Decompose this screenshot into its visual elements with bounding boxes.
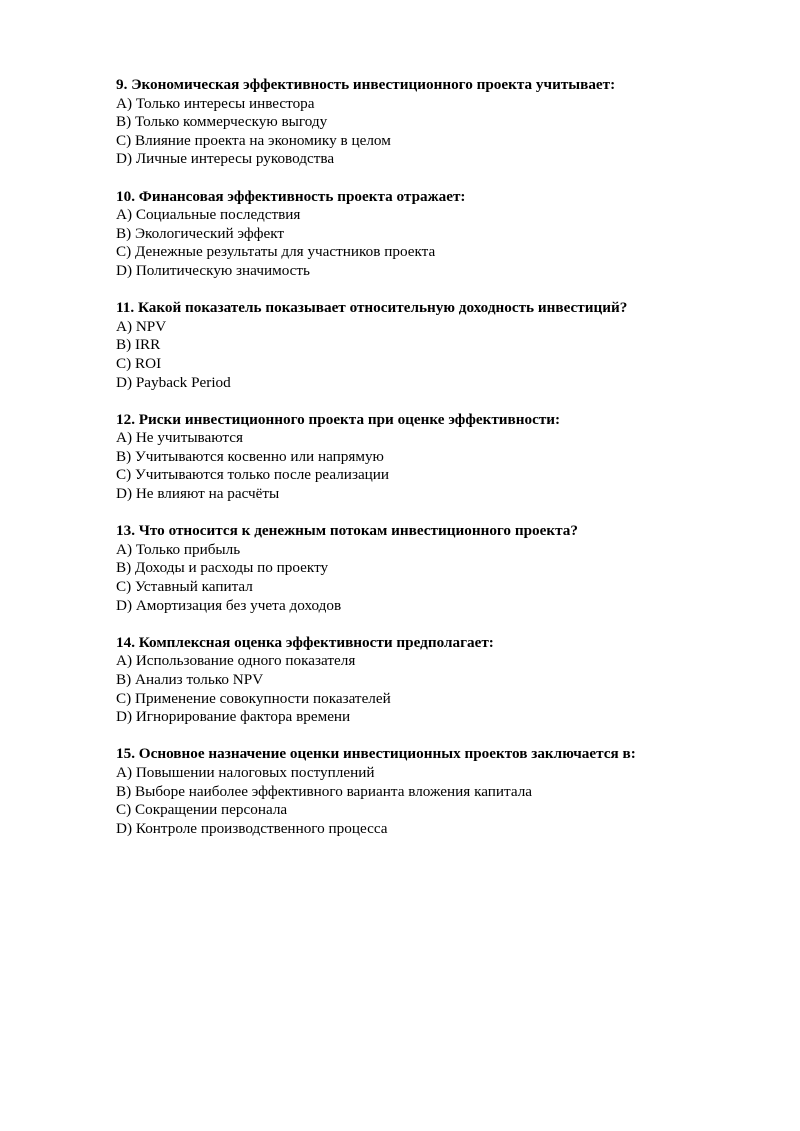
answer-option-b: B) Учитываются косвенно или напрямую [116,447,384,465]
answer-option-b: B) Выборе наиболее эффективного варианта вложения капитала [116,782,533,800]
answer-option-d: D) Не влияют на расчёты [116,485,280,503]
answer-option-a: A) Не учитываются [116,429,243,447]
answer-option-c: C) Уставный капитал [116,578,253,596]
question-title: 11. Какой показатель показывает относительную доходность инвестиций? [116,299,628,317]
question-title: 13. Что относится к денежным потокам инвестиционного проекта? [116,522,578,540]
question-11 [116,299,756,392]
answer-option-d: D) Личные интересы руководства [116,150,335,168]
answer-option-b: B) IRR [116,336,161,354]
question-9 [116,76,756,169]
answer-option-d: D) Политическую значимость [116,261,310,279]
answer-option-c: C) Применение совокупности показателей [116,689,391,707]
answer-option-a: A) Только интересы инвестора [116,94,315,112]
answer-option-d: D) Контроле производственного процесса [116,819,388,837]
question-title: 12. Риски инвестиционного проекта при оценке эффективности: [116,410,561,428]
document-page [116,76,756,857]
answer-option-a: A) Повышении налоговых поступлений [116,763,375,781]
question-12 [116,411,756,504]
answer-option-b: B) Экологический эффект [116,224,285,242]
answer-option-a: A) NPV [116,317,167,335]
answer-option-b: B) Только коммерческую выгоду [116,113,328,131]
question-title: 15. Основное назначение оценки инвестиционных проектов заключается в: [116,745,636,763]
answer-option-a: A) Только прибыль [116,540,241,558]
question-10 [116,188,756,281]
answer-option-b: B) Доходы и расходы по проекту [116,559,329,577]
answer-option-c: C) Учитываются только после реализации [116,466,390,484]
answer-option-a: A) Социальные последствия [116,206,301,224]
question-title: 14. Комплексная оценка эффективности предполагает: [116,633,494,651]
answer-option-c: C) Влияние проекта на экономику в целом [116,131,391,149]
answer-option-c: C) Сокращении персонала [116,801,288,819]
question-14 [116,634,756,727]
answer-option-d: D) Амортизация без учета доходов [116,596,342,614]
answer-option-d: D) Payback Period [116,373,231,391]
answer-option-c: C) ROI [116,354,162,372]
question-title: 9. Экономическая эффективность инвестиционного проекта учитывает: [116,76,616,93]
question-15 [116,745,756,838]
answer-option-b: B) Анализ только NPV [116,671,264,688]
question-13 [116,522,756,615]
answer-option-a: A) Использование одного показателя [116,652,356,670]
question-title: 10. Финансовая эффективность проекта отражает: [116,187,466,205]
answer-option-c: C) Денежные результаты для участников проекта [116,243,436,261]
answer-option-d: D) Игнорирование фактора времени [116,708,351,726]
